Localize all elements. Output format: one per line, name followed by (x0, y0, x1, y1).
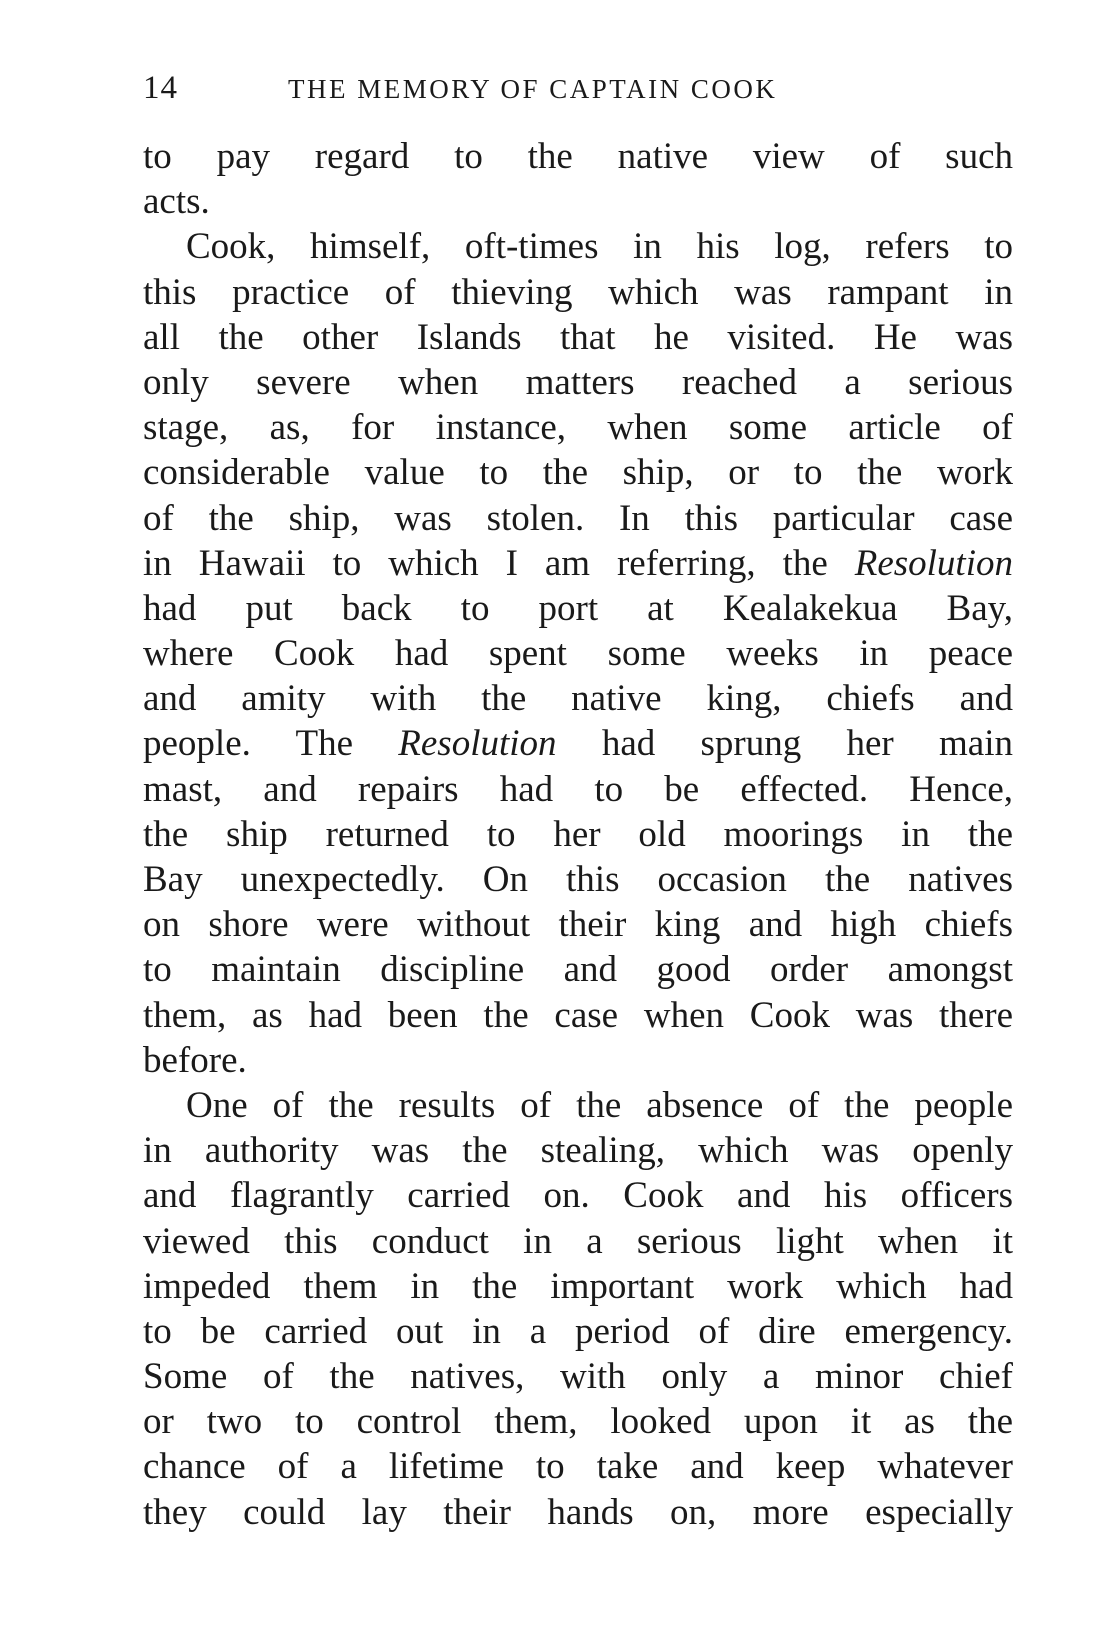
text-line: where Cook had spent some weeks in peace (143, 633, 1013, 675)
text-line: all the other Islands that he visited. He was (143, 316, 1013, 358)
text-line: to pay regard to the native view of such (143, 136, 1013, 177)
text-line: the ship returned to her old moorings in the (143, 813, 1013, 855)
ship-name-italic: Resolution (854, 542, 1013, 584)
text-line: had put back to port at Kealakekua Bay, (143, 587, 1013, 629)
body-text (143, 134, 1013, 1535)
text-segment: had sprung her main (556, 723, 1013, 765)
text-line: them, as had been the case when Cook was there (143, 994, 1013, 1036)
text-line: viewed this conduct in a serious light when it (143, 1220, 1013, 1262)
text-line: to be carried out in a period of dire emergency. (143, 1310, 1013, 1352)
text-line: or two to control them, looked upon it as the (143, 1401, 1013, 1443)
running-title: THE MEMORY OF CAPTAIN COOK (288, 74, 778, 104)
text-line: only severe when matters reached a serious (143, 361, 1013, 403)
text-line: Some of the natives, with only a minor chief (143, 1356, 1013, 1398)
text-line: of the ship, was stolen. In this particular case (143, 497, 1013, 539)
text-line: mast, and repairs had to be effected. Hence, (143, 768, 1013, 810)
paragraph-first-line: One of the results of the absence of the people (186, 1084, 1013, 1126)
book-page (143, 70, 1013, 1535)
ship-name-italic: Resolution (398, 723, 557, 765)
text-line: chance of a lifetime to take and keep whatever (143, 1446, 1013, 1488)
text-line: stage, as, for instance, when some article of (143, 407, 1013, 449)
text-line: Bay unexpectedly. On this occasion the natives (143, 859, 1013, 900)
text-line: acts. (143, 181, 210, 223)
text-line: this practice of thieving which was rampant in (143, 271, 1013, 313)
text-line: before. (143, 1039, 247, 1081)
page-number: 14 (143, 70, 178, 106)
paragraph-first-line: Cook, himself, oft-times in his log, refers to (186, 226, 1013, 268)
text-line (143, 721, 1013, 766)
text-line: and flagrantly carried on. Cook and his officers (143, 1175, 1013, 1217)
text-segment: people. The (143, 723, 399, 765)
running-head (143, 70, 1013, 120)
text-line: considerable value to the ship, or to the work (143, 452, 1013, 494)
text-line (143, 541, 1013, 586)
text-line: on shore were without their king and high chiefs (143, 904, 1013, 946)
text-line: impeded them in the important work which had (143, 1265, 1013, 1307)
text-line: in authority was the stealing, which was openly (143, 1130, 1013, 1172)
text-segment: in Hawaii to which I am referring, the (143, 542, 855, 584)
text-line: they could lay their hands on, more especially (143, 1491, 1013, 1533)
text-line: to maintain discipline and good order amongst (143, 949, 1013, 991)
text-line: and amity with the native king, chiefs and (143, 678, 1013, 720)
